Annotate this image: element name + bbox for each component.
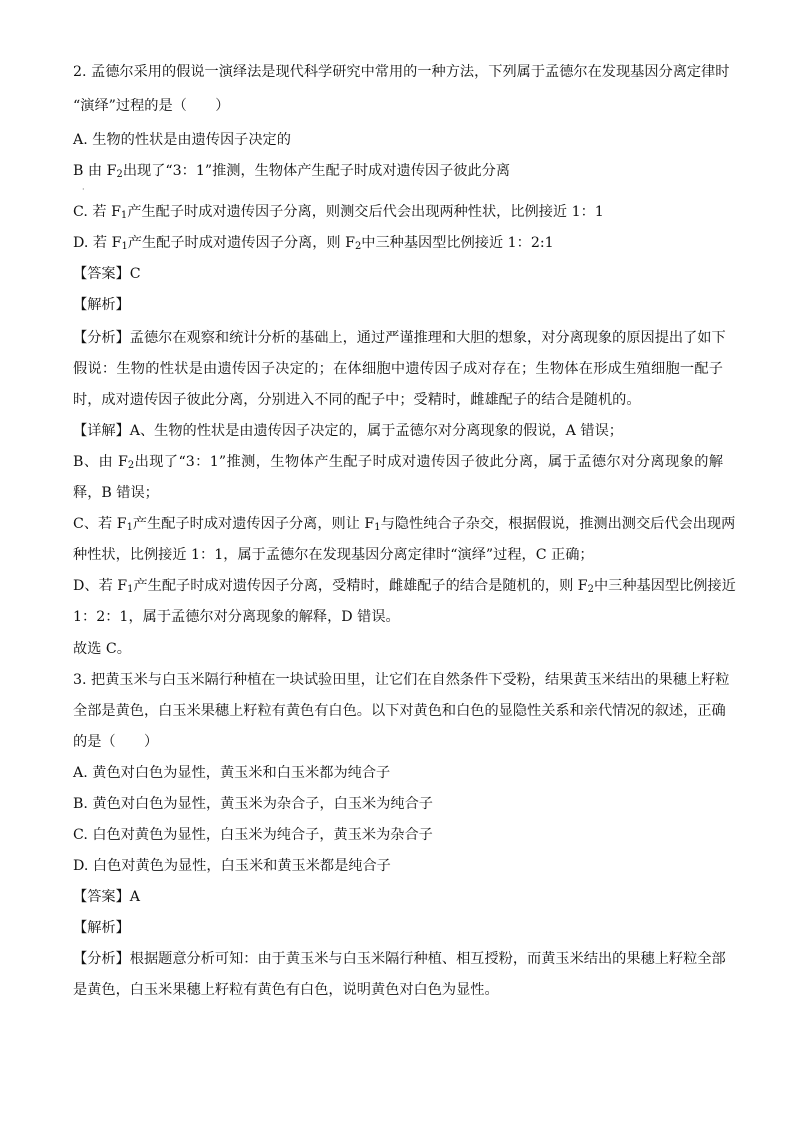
q3-option-c: C. 白色对黄色为显性，白玉米为纯合子，黄玉米为杂合子 bbox=[73, 827, 433, 843]
q3-option-d: D. 白色对黄色为显性，白玉米和黄玉米都是纯合子 bbox=[73, 858, 391, 874]
q2-option-a: A. 生物的性状是由遗传因子决定的 bbox=[73, 132, 291, 148]
q3-analysis-heading: 【解析】 bbox=[73, 920, 130, 936]
q2-answer: 【答案】C bbox=[73, 266, 141, 282]
q2-fenxi-line-1: 【分析】孟德尔在观察和统计分析的基础上，通过严谨推理和大胆的想象，对分离现象的原因提出了如下 bbox=[73, 330, 726, 346]
q2-xiangjie-c-line-2: 种性状，比例接近 1：1，属于孟德尔在发现基因分离定律时“演绎”过程，C 正确； bbox=[73, 547, 594, 563]
q2-option-c: C. 若 $F_1$产生配子时成对遗传因子分离，则测交后代会出现两种性状，比例接近 1：1 bbox=[73, 204, 604, 222]
q3-stem-line-3: 的是（ ） bbox=[73, 734, 159, 750]
q2-stem-line-2: “演绎”过程的是（ ） bbox=[73, 98, 230, 114]
q2-fenxi-line-3: 时，成对遗传因子彼此分离，分别进入不同的配子中；受精时，雌雄配子的结合是随机的。 bbox=[73, 392, 641, 408]
q2-xiangjie-b-line-1: B、由 $F_2$出现了“3：1”推测，生物体产生配子时成对遗传因子彼此分离，属于孟德尔对分离现象的解 bbox=[73, 454, 724, 472]
q2-xiangjie-d-line-1: D、若 $F_1$产生配子时成对遗传因子分离，受精时，雌雄配子的结合是随机的，则 $F_2$中三种基因型比例接近 bbox=[73, 578, 736, 596]
q2-fenxi-line-2: 假说：生物的性状是由遗传因子决定的；在体细胞中遗传因子成对存在；生物体在形成生殖细胞一配子 bbox=[73, 361, 723, 377]
q3-fenxi-line-1: 【分析】根据题意分析可知：由于黄玉米与白玉米隔行种植、相互授粉，而黄玉米结出的果穗上籽粒全部 bbox=[73, 951, 726, 967]
q3-stem-line-1: 3. 把黄玉米与白玉米隔行种植在一块试验田里，让它们在自然条件下受粉，结果黄玉米结出的果穗上籽粒 bbox=[73, 672, 730, 688]
q2-xiangjie-c-line-1: C、若 $F_1$产生配子时成对遗传因子分离，则让 $F_1$与隐性纯合子杂交，根据假说，推测出测交后代会出现两 bbox=[73, 516, 736, 534]
q2-option-b: B 由 $F_2$出现了“3：1”推测，生物体产生配子时成对遗传因子彼此分离 bbox=[73, 163, 511, 181]
q3-option-b: B. 黄色对白色为显性，黄玉米为杂合子，白玉米为纯合子 bbox=[73, 796, 433, 812]
q2-xiangjie-b-line-2: 释，B 错误； bbox=[73, 485, 159, 501]
q2-xiangjie-a: 【详解】A、生物的性状是由遗传因子决定的，属于孟德尔对分离现象的假说，A 错误； bbox=[73, 423, 623, 439]
q3-option-a: A. 黄色对白色为显性，黄玉米和白玉米都为纯合子 bbox=[73, 765, 391, 781]
q3-stem-line-2: 全部是黄色，白玉米果穗上籽粒有黄色有白色。以下对黄色和白色的显隐性关系和亲代情况的叙述，正确 bbox=[73, 703, 726, 719]
q3-answer: 【答案】A bbox=[73, 889, 140, 905]
q2-conclusion: 故选 C。 bbox=[73, 641, 131, 657]
q2-stem-line-1: 2. 孟德尔采用的假说一演绎法是现代科学研究中常用的一种方法，下列属于孟德尔在发现基因分离定律时 bbox=[73, 64, 730, 80]
q3-fenxi-line-2: 是黄色，白玉米果穗上籽粒有黄色有白色，说明黄色对白色为显性。 bbox=[73, 982, 499, 998]
q2-analysis-heading: 【解析】 bbox=[73, 297, 130, 313]
q2-xiangjie-d-line-2: 1：2：1，属于孟德尔对分离现象的解释，D 错误。 bbox=[73, 609, 400, 625]
q2-option-d: D. 若 $F_1$产生配子时成对遗传因子分离，则 $F_2$中三种基因型比例接近 1：2:1 bbox=[73, 235, 554, 253]
stray-dot-mark: · bbox=[82, 185, 85, 194]
